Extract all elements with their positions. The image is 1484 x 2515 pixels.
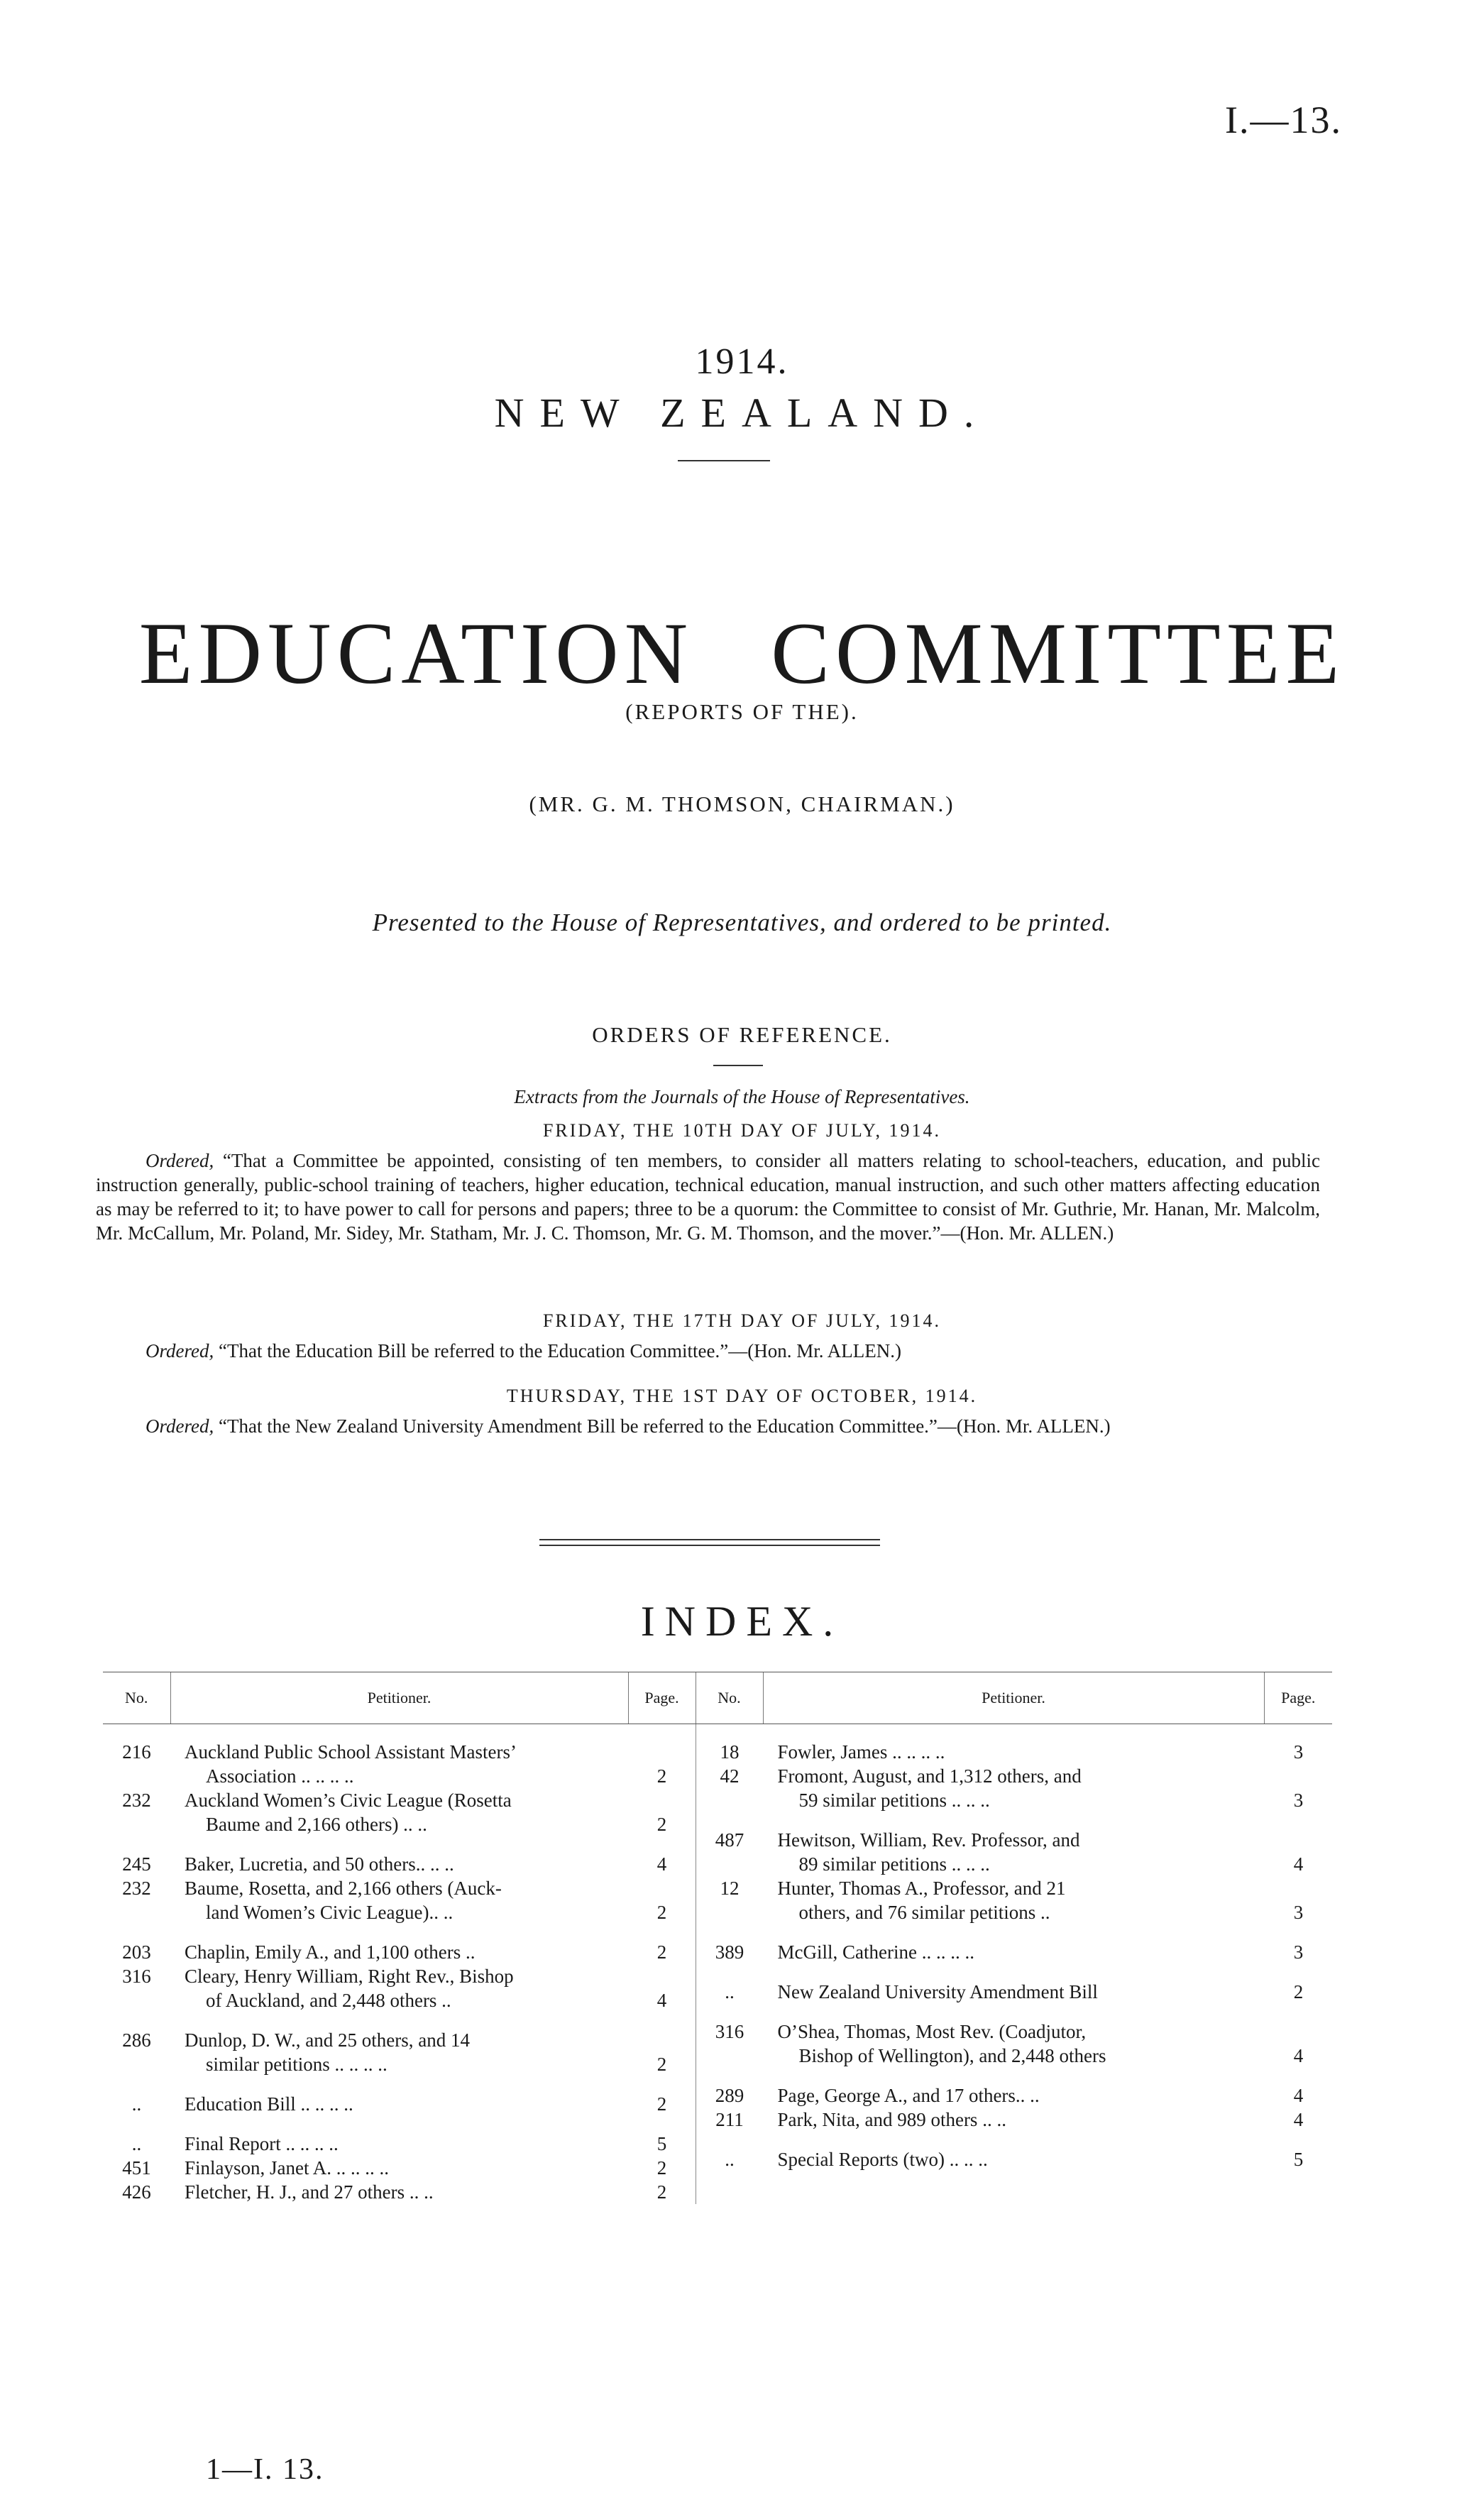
entry-petitioner	[170, 2092, 628, 2116]
entry-line: Finlayson, Janet A. .. .. .. ..	[185, 2157, 389, 2179]
entry-page: 4	[656, 1990, 667, 2011]
entry-petitioner	[170, 1964, 628, 2012]
entry-line: Hewitson, William, Rev. Professor, and	[777, 1829, 1080, 1851]
index-heading: INDEX.	[640, 1598, 844, 1645]
entry-page: 2	[656, 1814, 667, 1835]
entry-line: 89 similar petitions .. .. ..	[798, 1853, 990, 1875]
entry-page: 4	[1293, 2045, 1304, 2066]
order-date-2: FRIDAY, THE 17TH DAY OF JULY, 1914.	[542, 1310, 942, 1331]
entry-line: similar petitions .. .. .. ..	[206, 2054, 388, 2075]
entry-line: Dunlop, D. W., and 25 others, and 14	[185, 2029, 470, 2051]
country-heading: NEW ZEALAND.	[494, 390, 990, 436]
entry-line: of Auckland, and 2,448 others ..	[206, 1990, 451, 2011]
orders-heading: ORDERS OF REFERENCE.	[592, 1022, 892, 1047]
entry-line: Bishop of Wellington), and 2,448 others	[798, 2045, 1106, 2066]
document-title: EDUCATION COMMITTEE	[138, 605, 1346, 702]
index-entry	[103, 2132, 696, 2156]
entry-line: O’Shea, Thomas, Most Rev. (Coadjutor,	[777, 2021, 1087, 2042]
ordered-label: Ordered,	[145, 1150, 214, 1171]
column-header-no: No.	[696, 1672, 763, 1724]
order-paragraph-2	[96, 1339, 1320, 1363]
entry-petitioner	[170, 2028, 628, 2076]
entry-page: 2	[656, 1941, 667, 1963]
section-divider	[539, 1545, 880, 1546]
entry-page: 5	[1293, 2149, 1304, 2170]
entry-line: Fowler, James .. .. .. ..	[777, 1741, 945, 1763]
entry-number: ..	[725, 1981, 735, 2002]
document-subtitle: (REPORTS OF THE).	[625, 699, 859, 724]
index-entry	[696, 1940, 1333, 1964]
index-entry	[696, 1876, 1333, 1924]
chairman-line: (MR. G. M. THOMSON, CHAIRMAN.)	[529, 791, 955, 816]
entry-line: Cleary, Henry William, Right Rev., Bishop	[185, 1966, 514, 1987]
entry-number: 389	[715, 1941, 744, 1963]
entry-number: 487	[715, 1829, 744, 1851]
entry-petitioner	[170, 2132, 628, 2156]
index-entry	[103, 2028, 696, 2076]
entry-line: Final Report .. .. .. ..	[185, 2133, 339, 2154]
index-entry	[103, 1876, 696, 1924]
entry-number: 316	[715, 2021, 744, 2042]
entry-page: 4	[1293, 2109, 1304, 2130]
entry-petitioner	[170, 2180, 628, 2204]
order-paragraph-1	[96, 1149, 1320, 1245]
order-text: “That the New Zealand University Amendment Bill be referred to the Education Committee.”—(Hon. Mr. ALLEN.)	[218, 1415, 1111, 1437]
entry-number: 286	[122, 2029, 151, 2051]
entry-line: Baume, Rosetta, and 2,166 others (Auck-	[185, 1878, 502, 1899]
entry-number: 216	[122, 1741, 151, 1763]
entry-line: others, and 76 similar petitions ..	[798, 1902, 1050, 1923]
journals-extract-line: Extracts from the Journals of the House of Representatives.	[514, 1086, 970, 1107]
entry-line: New Zealand University Amendment Bill	[777, 1981, 1098, 2002]
entry-number: ..	[131, 2133, 142, 2154]
entry-page: 2	[656, 2054, 667, 2075]
entry-line: Auckland Women’s Civic League (Rosetta	[185, 1790, 512, 1811]
entry-line: Association .. .. .. ..	[206, 1765, 354, 1787]
entry-page: 2	[656, 2181, 667, 2203]
entry-line: Baume and 2,166 others) .. ..	[206, 1814, 427, 1835]
order-text: “That a Committee be appointed, consisting of ten members, to consider all matters relating to school-teachers, education, and public instruction generally, public-school training of teachers, higher education, technical education, manual instruction, and such other matters affecting education as may be referred to it; to have power to call for persons and papers; three to be a quorum: the Committee to consist of Mr. Guthrie, Mr. Hanan, Mr. Malcolm, Mr. McCallum, Mr. Poland, Mr. Sidey, Mr. Statham, Mr. J. C. Thomson, Mr. G. M. Thomson, and the mover.”—(Hon. Mr. ALLEN.)	[96, 1150, 1320, 1244]
entry-petitioner	[170, 1852, 628, 1876]
entry-number: 203	[122, 1941, 151, 1963]
entry-number: 42	[720, 1765, 740, 1787]
index-entry	[696, 2147, 1333, 2171]
index-entry	[696, 1828, 1333, 1876]
order-date-1: FRIDAY, THE 10TH DAY OF JULY, 1914.	[542, 1120, 942, 1141]
page-reference: I.—13.	[1225, 99, 1342, 141]
index-entry	[696, 1980, 1333, 2004]
entry-page: 3	[1293, 1902, 1304, 1923]
column-header-page: Page.	[628, 1672, 696, 1724]
index-entry	[103, 1964, 696, 2012]
entry-petitioner	[764, 2020, 1265, 2068]
entry-petitioner	[170, 1940, 628, 1964]
column-header-page: Page.	[1264, 1672, 1332, 1724]
entry-page: 2	[656, 1902, 667, 1923]
entry-page: 2	[656, 2093, 667, 2115]
entry-line: Fletcher, H. J., and 27 others .. ..	[185, 2181, 434, 2203]
entry-number: 232	[122, 1790, 151, 1811]
entry-line: Page, George A., and 17 others.. ..	[777, 2085, 1040, 2106]
entry-page: 2	[1293, 1981, 1304, 2002]
index-entry	[696, 2108, 1333, 2132]
entry-number: ..	[725, 2149, 735, 2170]
entry-number: 12	[720, 1878, 740, 1899]
entry-number: 232	[122, 1878, 151, 1899]
entry-line: 59 similar petitions .. .. ..	[798, 1790, 990, 1811]
right-entry-list	[696, 1740, 1333, 2171]
entry-line: Special Reports (two) .. .. ..	[777, 2149, 988, 2170]
entry-petitioner	[764, 1740, 1265, 1764]
index-entry	[103, 2092, 696, 2116]
entry-petitioner	[764, 1828, 1265, 1876]
entry-page: 5	[656, 2133, 667, 2154]
column-header-no: No.	[103, 1672, 170, 1724]
entry-line: land Women’s Civic League).. ..	[206, 1902, 454, 1923]
entry-page: 2	[656, 2157, 667, 2179]
entry-number: 245	[122, 1853, 151, 1875]
entry-petitioner	[764, 1980, 1265, 2004]
entry-number: 289	[715, 2085, 744, 2106]
entry-petitioner	[764, 1940, 1265, 1964]
order-date-3: THURSDAY, THE 1ST DAY OF OCTOBER, 1914.	[506, 1386, 978, 1406]
entry-page: 3	[1293, 1790, 1304, 1811]
column-header-petitioner: Petitioner.	[763, 1672, 1264, 1724]
ordered-label: Ordered,	[145, 1340, 214, 1361]
entry-line: McGill, Catherine .. .. .. ..	[777, 1941, 974, 1963]
index-entry	[696, 1740, 1333, 1764]
entry-petitioner	[764, 2147, 1265, 2171]
entry-line: Auckland Public School Assistant Masters’	[185, 1741, 517, 1763]
entry-petitioner	[764, 1764, 1265, 1812]
entry-petitioner	[170, 1740, 628, 1788]
index-entry	[696, 2020, 1333, 2068]
index-entry	[103, 1852, 696, 1876]
entry-petitioner	[170, 1876, 628, 1924]
index-entry	[696, 1764, 1333, 1812]
entry-number: ..	[131, 2093, 142, 2115]
order-paragraph-3	[96, 1414, 1320, 1438]
index-entry	[103, 1740, 696, 1788]
left-entry-list	[103, 1740, 696, 2204]
order-text: “That the Education Bill be referred to the Education Committee.”—(Hon. Mr. ALLEN.)	[218, 1340, 901, 1361]
entry-line: Education Bill .. .. .. ..	[185, 2093, 353, 2115]
section-divider	[539, 1539, 880, 1540]
entry-page: 3	[1293, 1941, 1304, 1963]
index-entry	[103, 1788, 696, 1836]
entry-number: 316	[122, 1966, 151, 1987]
entry-number: 211	[715, 2109, 744, 2130]
entry-number: 451	[122, 2157, 151, 2179]
column-header-petitioner: Petitioner.	[170, 1672, 628, 1724]
entry-petitioner	[170, 1788, 628, 1836]
index-entry	[103, 2156, 696, 2180]
presented-line: Presented to the House of Representatives, and ordered to be printed.	[372, 909, 1112, 936]
entry-number: 18	[720, 1741, 740, 1763]
entry-line: Fromont, August, and 1,312 others, and	[777, 1765, 1082, 1787]
entry-page: 4	[1293, 2085, 1304, 2106]
entry-petitioner	[764, 2083, 1265, 2108]
index-entry	[103, 2180, 696, 2204]
footer-signature: 1—I. 13.	[206, 2453, 324, 2486]
entry-line: Baker, Lucretia, and 50 others.. .. ..	[185, 1853, 454, 1875]
entry-page: 3	[1293, 1741, 1304, 1763]
document-year: 1914.	[695, 341, 789, 382]
entry-page: 4	[1293, 1853, 1304, 1875]
entry-line: Hunter, Thomas A., Professor, and 21	[777, 1878, 1066, 1899]
index-entry	[103, 1940, 696, 1964]
entry-page: 4	[656, 1853, 667, 1875]
entry-petitioner	[170, 2156, 628, 2180]
entry-line: Park, Nita, and 989 others .. ..	[777, 2109, 1006, 2130]
divider	[713, 1065, 763, 1066]
entry-number: 426	[122, 2181, 151, 2203]
entry-petitioner	[764, 1876, 1265, 1924]
entry-page: 2	[656, 1765, 667, 1787]
divider	[678, 460, 770, 461]
index-right-column	[696, 1724, 1332, 2205]
ordered-label: Ordered,	[145, 1415, 214, 1437]
entry-line: Chaplin, Emily A., and 1,100 others ..	[185, 1941, 476, 1963]
index-table	[103, 1672, 1332, 2204]
index-entry	[696, 2083, 1333, 2108]
index-left-column	[103, 1724, 696, 2205]
entry-petitioner	[764, 2108, 1265, 2132]
